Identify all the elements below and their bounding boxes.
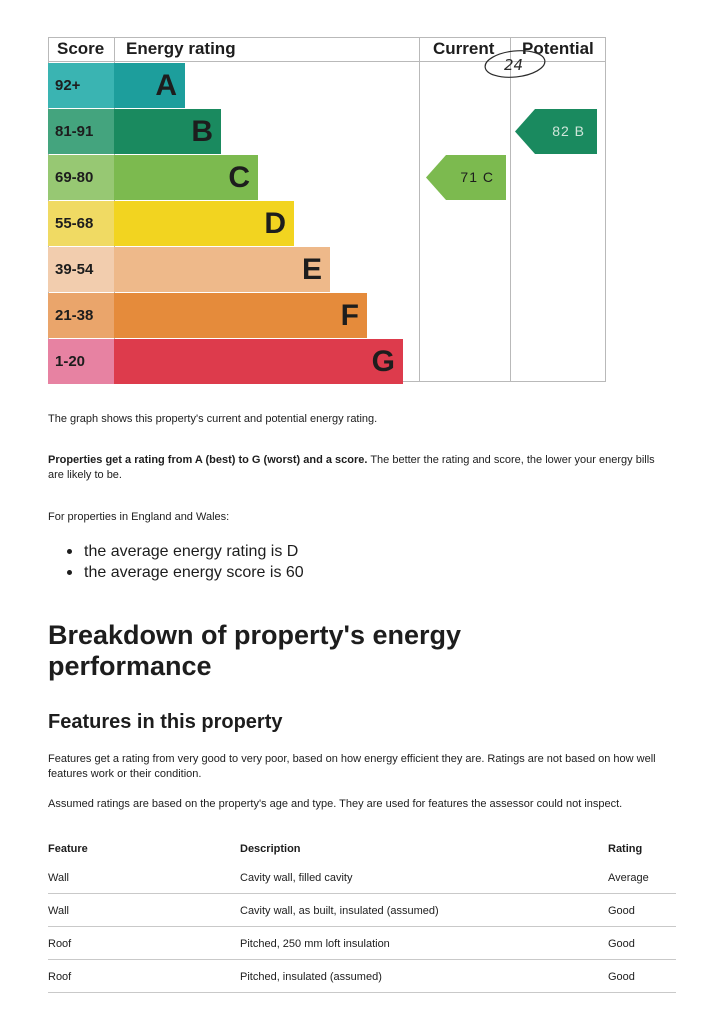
list-item: the average energy rating is D <box>64 541 304 562</box>
potential-rating-label: 82 B <box>552 123 585 139</box>
description-cell: Cavity wall, as built, insulated (assumed) <box>240 905 439 917</box>
band-score-b: 81-91 <box>48 109 114 154</box>
feature-cell: Roof <box>48 938 72 950</box>
breakdown-title: Breakdown of property's energy performance <box>48 620 462 681</box>
current-column-divider <box>419 37 420 382</box>
features-paragraph-2: Assumed ratings are based on the property's age and type. They are used for features the assessor could not inspect. <box>48 798 623 810</box>
row-divider <box>48 926 676 927</box>
band-letter: E <box>301 253 322 286</box>
band-letter: D <box>264 207 286 240</box>
row-divider <box>48 992 676 993</box>
description-cell: Cavity wall, filled cavity <box>240 872 353 884</box>
current-header: Current <box>433 39 495 58</box>
svg-text:24: 24 <box>504 56 524 74</box>
band-score-f: 21-38 <box>48 293 114 338</box>
handwritten-note <box>482 49 548 79</box>
energy-rating-chart <box>48 37 606 382</box>
potential-column-divider <box>510 37 511 382</box>
rating-explanation <box>48 453 668 483</box>
rating-cell: Good <box>608 971 635 983</box>
band-bar-b <box>114 109 221 154</box>
band-bar-c <box>114 155 258 200</box>
list-item: the average energy score is 60 <box>64 562 304 583</box>
score-header: Score <box>57 39 105 58</box>
england-wales-note: For properties in England and Wales: <box>48 511 230 523</box>
band-bar-a <box>114 63 185 108</box>
table-row <box>48 928 676 961</box>
band-bar-d <box>114 201 294 246</box>
feature-cell: Roof <box>48 971 72 983</box>
band-letter: F <box>340 299 359 332</box>
band-letter: B <box>191 115 213 148</box>
current-rating-arrow <box>426 155 506 200</box>
features-paragraph-1: Features get a rating from very good to very poor, based on how energy efficient they are. Ratings are not based on how well features work or their condition. <box>48 753 656 780</box>
band-bar-g <box>114 339 403 384</box>
potential-rating-arrow <box>515 109 597 154</box>
description-cell: Pitched, insulated (assumed) <box>240 971 382 983</box>
band-bar-e <box>114 247 330 292</box>
table-row <box>48 895 676 928</box>
table-row <box>48 862 676 895</box>
rating-explanation-bold: Properties get a rating from A (best) to G (worst) and a score. <box>48 454 368 466</box>
current-rating-label: 71 C <box>460 169 494 185</box>
energy-rating-header: Energy rating <box>126 39 236 58</box>
description-cell: Pitched, 250 mm loft insulation <box>240 938 390 950</box>
feature-cell: Wall <box>48 905 69 917</box>
band-bar-f <box>114 293 367 338</box>
chart-right-border <box>605 37 606 382</box>
row-divider <box>48 893 676 894</box>
rating-column-header: Rating <box>608 843 643 855</box>
description-column-header: Description <box>240 843 301 855</box>
rating-cell: Good <box>608 938 635 950</box>
average-list <box>64 541 304 583</box>
band-score-c: 69-80 <box>48 155 114 200</box>
rating-explanation-rest: The better the rating and score, the lower your energy bills are likely to be. <box>48 454 655 481</box>
features-title: Features in this property <box>48 711 283 733</box>
graph-note: The graph shows this property's current and potential energy rating. <box>48 413 378 425</box>
band-score-g: 1-20 <box>48 339 114 384</box>
table-row <box>48 961 676 994</box>
feature-cell: Wall <box>48 872 69 884</box>
band-score-a: 92+ <box>48 63 114 108</box>
band-letter: A <box>155 69 177 102</box>
feature-column-header: Feature <box>48 843 88 855</box>
band-letter: C <box>228 161 250 194</box>
potential-header: Potential <box>522 39 594 58</box>
rating-cell: Good <box>608 905 635 917</box>
band-score-d: 55-68 <box>48 201 114 246</box>
rating-cell: Average <box>608 872 649 884</box>
row-divider <box>48 959 676 960</box>
band-letter: G <box>371 345 395 378</box>
band-score-e: 39-54 <box>48 247 114 292</box>
